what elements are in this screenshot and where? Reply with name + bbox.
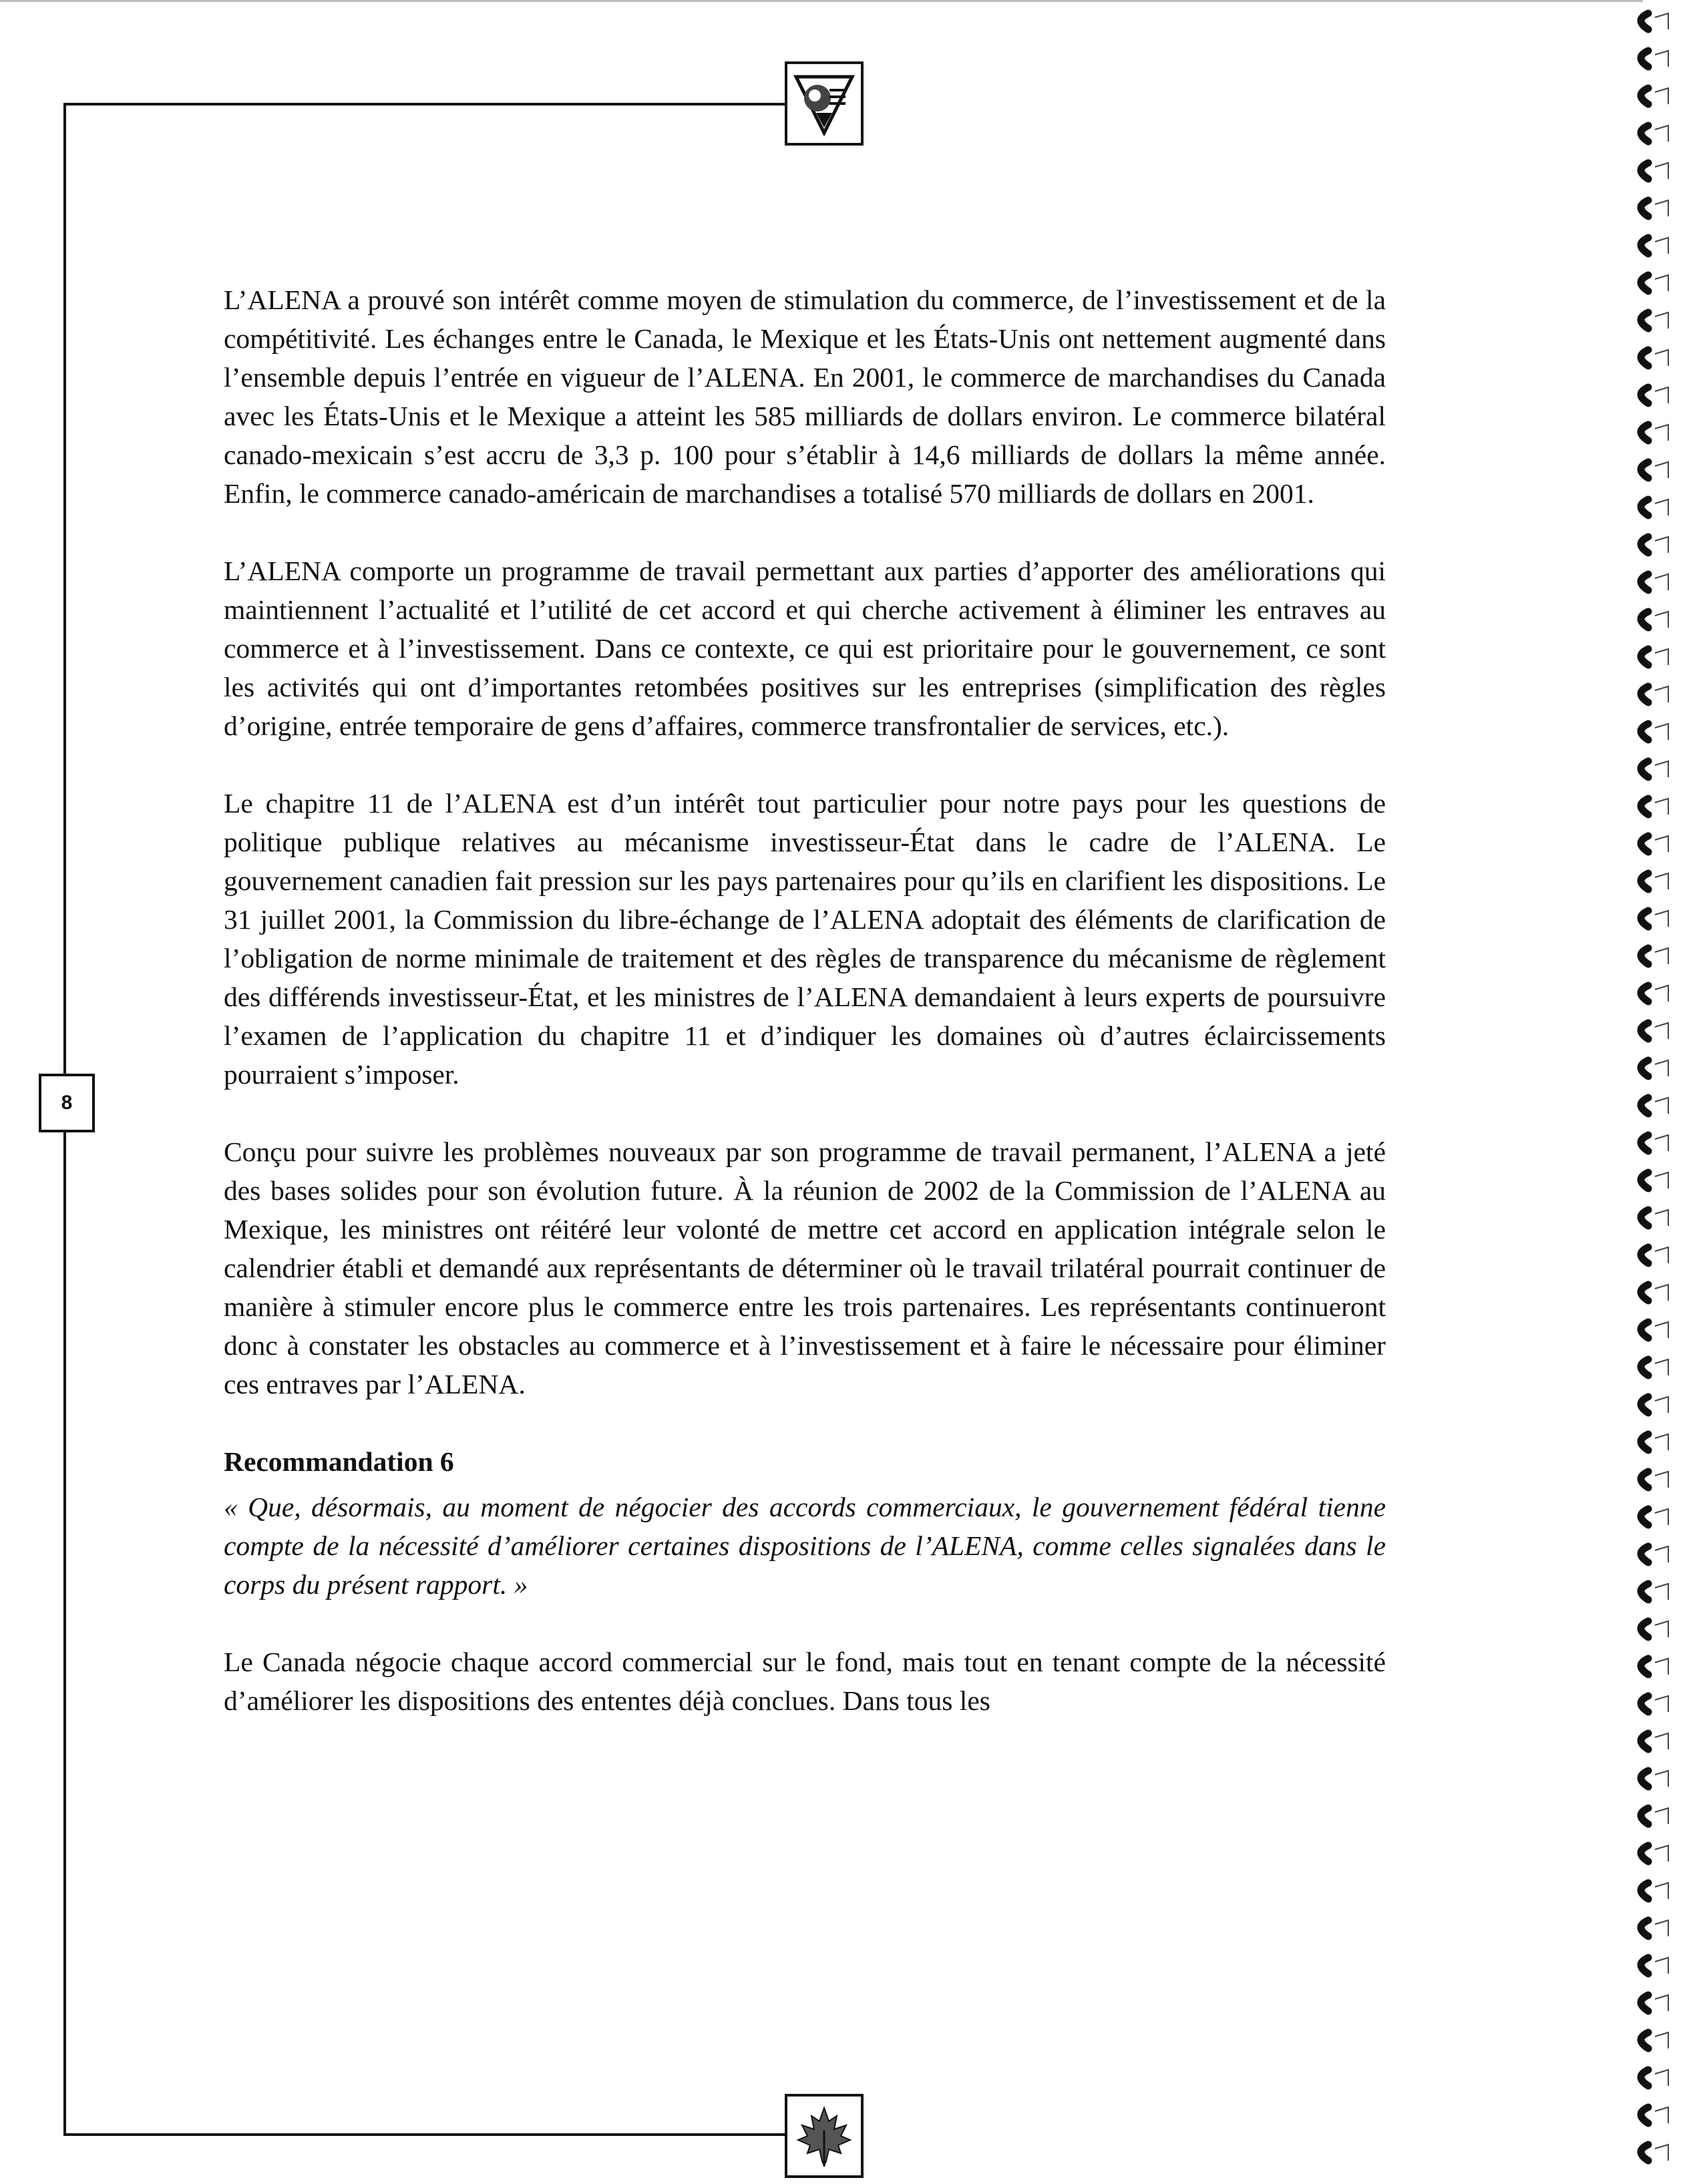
top-edge-rule [0,0,1643,2]
spiral-coil [1641,1509,1648,1525]
spiral-coil [1641,1883,1648,1899]
spiral-coil [1641,163,1648,179]
spiral-wire [1655,2070,1668,2086]
spiral-wire [1655,986,1668,1002]
spiral-wire [1655,1883,1668,1899]
spiral-coil [1641,1098,1648,1114]
spiral-coil [1641,238,1648,254]
spiral-coil [1641,1659,1648,1675]
spiral-wire [1655,761,1668,777]
page-number-box [39,1074,95,1132]
spiral-wire [1655,2145,1668,2161]
spiral-coil [1641,462,1648,478]
spiral-coil [1641,799,1648,815]
spiral-wire [1655,126,1668,142]
spiral-coil [1641,2032,1648,2048]
page-number: 8 [61,1092,73,1114]
spiral-coil [1641,1995,1648,2011]
spiral-wire [1655,612,1668,628]
spiral-coil [1641,948,1648,964]
spiral-wire [1655,911,1668,927]
spiral-coil [1641,1920,1648,1936]
spiral-coil [1641,1621,1648,1637]
document-body [224,280,1386,1759]
spiral-coil [1641,1696,1648,1712]
spiral-wire [1655,1472,1668,1488]
spiral-wire [1655,350,1668,366]
spiral-wire [1655,2032,1668,2048]
spiral-wire [1655,1285,1668,1301]
spiral-coil [1641,275,1648,291]
spiral-wire [1655,1845,1668,1862]
spiral-wire [1655,686,1668,702]
spiral-coil [1641,649,1648,665]
spiral-wire [1655,1584,1668,1600]
spiral-wire [1655,948,1668,964]
spiral-wire [1655,200,1668,216]
spiral-coil [1641,986,1648,1002]
spiral-coil [1641,911,1648,927]
spiral-coil [1641,537,1648,553]
spiral-wire [1655,799,1668,815]
spiral-coil [1641,1172,1648,1188]
spiral-wire [1655,537,1668,553]
spiral-coil [1641,2145,1648,2161]
spiral-wire [1655,1920,1668,1936]
spiral-wire [1655,1621,1668,1637]
spiral-wire [1655,238,1668,254]
spiral-coil [1641,1397,1648,1413]
spiral-binding [1622,0,1695,2184]
spiral-coil [1641,2107,1648,2123]
spiral-wire [1655,462,1668,478]
spiral-wire [1655,1060,1668,1076]
frame-bottom-line [63,2133,785,2136]
spiral-coil [1641,1135,1648,1151]
spiral-wire [1655,1397,1668,1413]
spiral-wire [1655,1958,1668,1974]
spiral-coil [1641,836,1648,852]
spiral-coil [1641,200,1648,216]
spiral-wire [1655,649,1668,665]
spiral-wire [1655,13,1668,29]
spiral-wire [1655,275,1668,291]
spiral-wire [1655,1771,1668,1787]
spiral-wire [1655,1696,1668,1712]
spiral-coil [1641,612,1648,628]
spiral-coil [1641,312,1648,329]
spiral-coil [1641,686,1648,702]
spiral-wire [1655,1434,1668,1450]
spiral-coil [1641,1023,1648,1039]
spiral-wire [1655,1098,1668,1114]
spiral-coil [1641,1322,1648,1338]
spiral-coil [1641,1434,1648,1450]
spiral-coil [1641,1210,1648,1226]
spiral-coil [1641,387,1648,403]
spiral-coil [1641,1546,1648,1562]
closing-paragraph: Le Canada négocie chaque accord commercial sur le fond, mais tout en tenant compte de la nécessité d’améliorer les dispositions des ententes déjà conclues. Dans tous les [224,1647,1386,1716]
spiral-wire [1655,1509,1668,1525]
spiral-wire [1655,574,1668,590]
spiral-wire [1655,1172,1668,1188]
spiral-wire [1655,1359,1668,1375]
spiral-coil [1641,1771,1648,1787]
spiral-wire [1655,1546,1668,1562]
spiral-coil [1641,126,1648,142]
maple-leaf-icon [785,2094,864,2178]
spiral-coil [1641,761,1648,777]
spiral-coil [1641,1958,1648,1974]
spiral-coil [1641,1845,1648,1862]
recommendation-heading: Recommandation 6 [224,1446,454,1477]
spiral-wire [1655,836,1668,852]
spiral-wire [1655,163,1668,179]
spiral-wire [1655,1023,1668,1039]
spiral-wire [1655,1247,1668,1263]
spiral-wire [1655,499,1668,515]
spiral-coil [1641,499,1648,515]
spiral-wire [1655,387,1668,403]
paragraph-3: Le chapitre 11 de l’ALENA est d’un intérêt tout particulier pour notre pays pour les questions de politique publique relatives au mécanisme investisseur-État dans le cadre de l’ALENA. Le gouvernement canadien fait pression sur les pays partenaires pour qu’ils en clarifient les dispositions. Le 31 juillet 2001, la Commission du libre-échange de l’ALENA adoptait des éléments de clarification de l’obligation de norme minimale de traitement et des règles de transparence du mécanisme de règlement des différends investisseur-État, et les ministres de l’ALENA demandaient à leurs experts de poursuivre l’examen de l’application du chapitre 11 et d’indiquer les domaines où d’autres éclaircissements pourraient s’imposer. [224,788,1386,1090]
spiral-coil [1641,1285,1648,1301]
paragraph-4: Conçu pour suivre les problèmes nouveaux par son programme de travail permanent, l’ALENA a jeté des bases solides pour son évolution future. À la réunion de 2002 de la Commission de l’ALENA au Mexique, les ministres ont réitéré leur volonté de mettre cet accord en application intégrale selon le calendrier établi et demandé aux représentants de déterminer où le travail trilatéral pourrait continuer de manière à stimuler encore plus le commerce entre les trois partenaires. Les représentants continueront donc à constater les obstacles au commerce et à l’investissement et à faire le nécessaire pour éliminer ces entraves par l’ALENA. [224,1136,1386,1399]
paragraph-2: L’ALENA comporte un programme de travail permettant aux parties d’apporter des améliorations qui maintiennent l’actualité et l’utilité de cet accord et qui cherche activement à éliminer les entraves au commerce et à l’investissement. Dans ce contexte, ce qui est prioritaire pour le gouvernement, ce sont les activités qui ont d’importantes retombées positives sur les entreprises (simplification des règles d’origine, entrée temporaire de gens d’affaires, commerce transfrontalier de services, etc.). [224,556,1386,741]
spiral-coil [1641,88,1648,104]
spiral-coil [1641,1808,1648,1824]
spiral-coil [1641,2070,1648,2086]
spiral-wire [1655,873,1668,889]
spiral-wire [1655,312,1668,329]
spiral-coil [1641,1472,1648,1488]
spiral-wire [1655,724,1668,740]
spiral-coil [1641,1359,1648,1375]
spiral-coil [1641,1247,1648,1263]
emblem-icon [785,61,864,146]
paragraph-1: L’ALENA a prouvé son intérêt comme moyen de stimulation du commerce, de l’investissement et de la compétitivité. Les échanges entre le Canada, le Mexique et les États-Unis ont nettement augmenté dans l’ensemble depuis l’entrée en vigueur de l’ALENA. En 2001, le commerce de marchandises du Canada avec les États-Unis et le Mexique a atteint les 585 milliards de dollars environ. Le commerce bilatéral canado-mexicain s’est accru de 3,3 p. 100 pour s’établir à 14,6 milliards de dollars la même année. Enfin, le commerce canado-américain de marchandises a totalisé 570 milliards de dollars en 2001. [224,284,1386,509]
spiral-wire [1655,51,1668,67]
spiral-coil [1641,51,1648,67]
spiral-wire [1655,88,1668,104]
spiral-wire [1655,1135,1668,1151]
spiral-coil [1641,13,1648,29]
spiral-coil [1641,1060,1648,1076]
spiral-coil [1641,350,1648,366]
spiral-wire [1655,1733,1668,1749]
spiral-coil [1641,873,1648,889]
spiral-coil [1641,425,1648,441]
recommendation-quote: « Que, désormais, au moment de négocier des accords commerciaux, le gouvernement fédéral tienne compte de la nécessité d’améliorer certaines dispositions de l’ALENA, comme celles signalées dans le corps du présent rapport. » [224,1492,1386,1600]
spiral-wire [1655,1808,1668,1824]
spiral-coil [1641,724,1648,740]
spiral-wire [1655,1659,1668,1675]
spiral-wire [1655,1322,1668,1338]
spiral-coil [1641,1584,1648,1600]
spiral-coil [1641,1733,1648,1749]
spiral-wire [1655,1995,1668,2011]
spiral-wire [1655,2107,1668,2123]
spiral-wire [1655,425,1668,441]
spiral-coil [1641,574,1648,590]
frame-top-line [63,103,785,105]
spiral-wire [1655,1210,1668,1226]
